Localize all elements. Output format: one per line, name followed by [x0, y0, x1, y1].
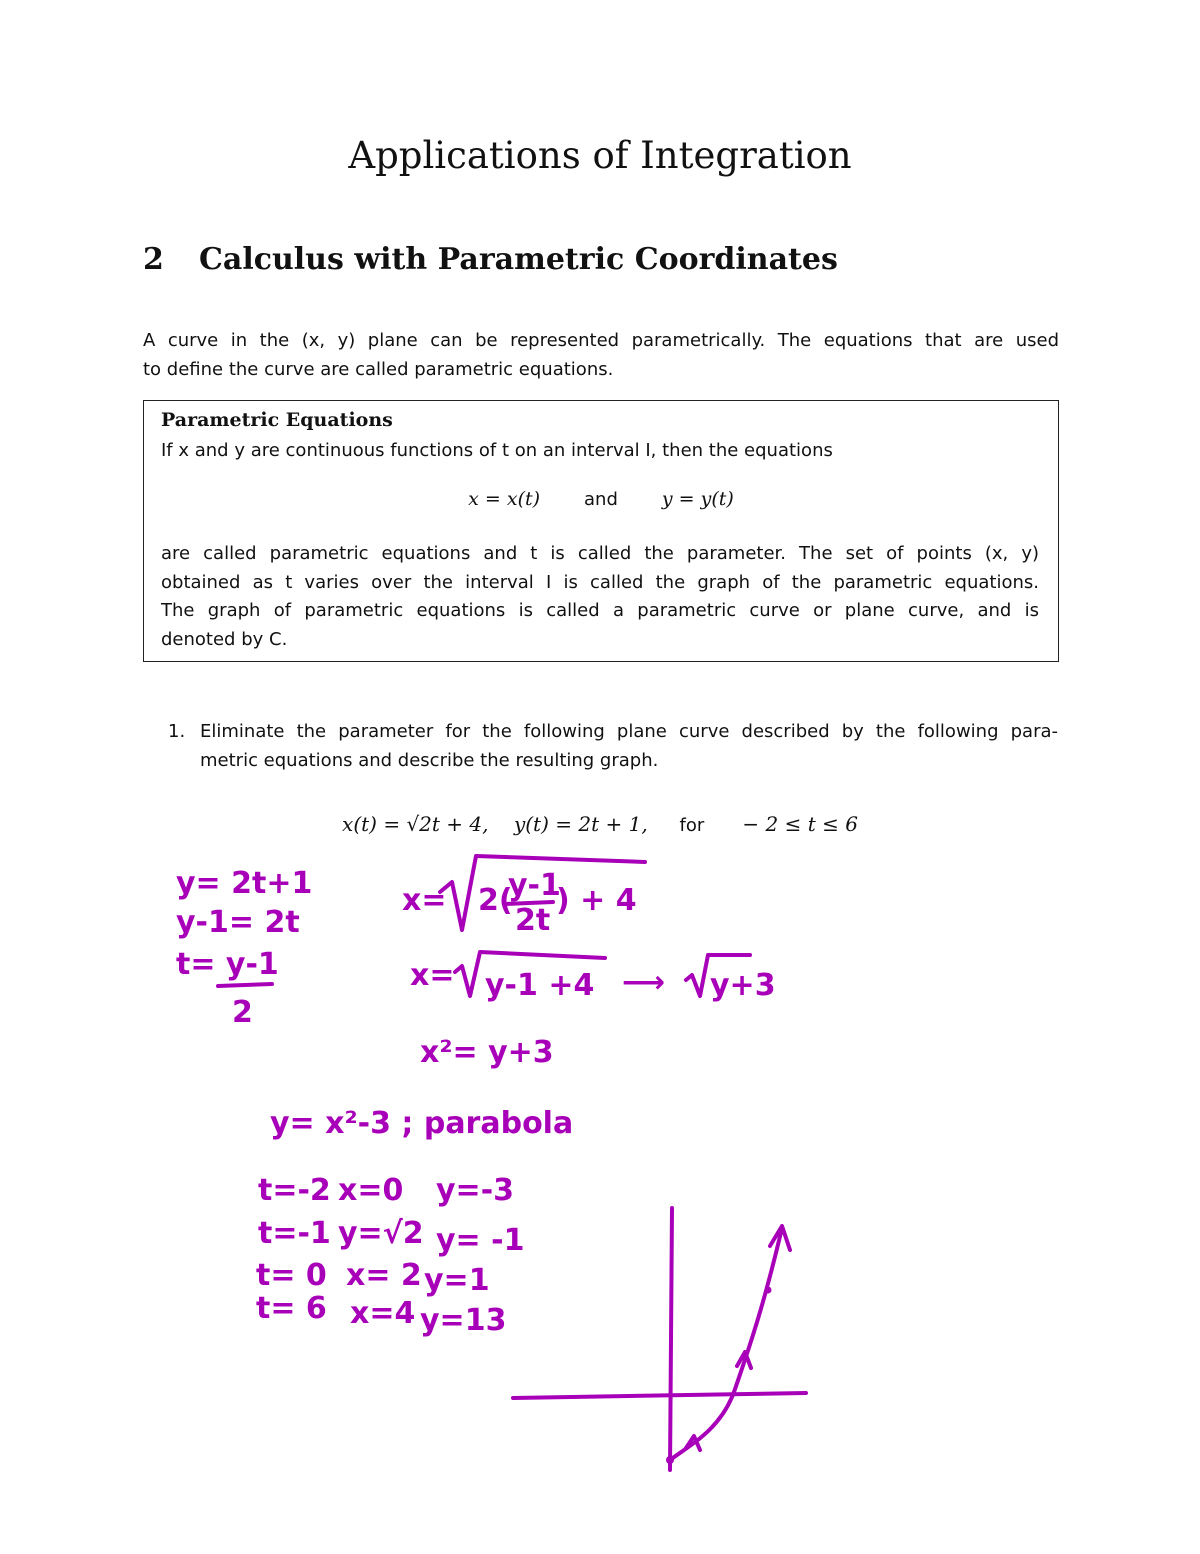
- definition-title: Parametric Equations: [161, 409, 393, 431]
- hw-table-y: y=13: [420, 1303, 507, 1338]
- equation-x-of-t: x(t) = √2t + 4,: [342, 812, 489, 836]
- exercise-number: 1.: [168, 721, 186, 742]
- hw-substitution-result: y+3: [710, 968, 776, 1003]
- hw-substitution-prefix: x=: [402, 883, 447, 918]
- hw-step: y-1= 2t: [176, 905, 300, 940]
- equation-for: for: [679, 815, 705, 836]
- equation-y: y = y(t): [661, 488, 734, 510]
- hw-table-x: y=√2: [338, 1216, 424, 1251]
- definition-intro: If x and y are continuous functions of t on an interval I, then the equations: [161, 440, 833, 461]
- hw-substitution-prefix: x=: [410, 958, 455, 993]
- hw-table-t: t=-2: [258, 1173, 331, 1208]
- section-title: Calculus with Parametric Coordinates: [199, 242, 838, 277]
- hw-fraction-den: 2t: [515, 903, 551, 938]
- hw-table-y: y= -1: [436, 1223, 525, 1258]
- hw-table-y: y=-3: [436, 1173, 515, 1208]
- hw-table-t: t= 6: [256, 1291, 327, 1326]
- hw-squared: x²= y+3: [420, 1035, 554, 1070]
- intro-line: A curve in the (x, y) plane can be represented parametrically. The equations that are used: [143, 330, 1059, 351]
- intro-line: to define the curve are called parametric equations.: [143, 358, 614, 380]
- hw-table-x: x=4: [350, 1296, 416, 1331]
- section-number: 2: [143, 242, 164, 277]
- hw-fraction-num: y-1: [508, 868, 561, 903]
- hw-point: [765, 1287, 772, 1294]
- hw-table-x: x=0: [338, 1173, 404, 1208]
- hw-x-axis: [513, 1393, 806, 1398]
- hw-substitution-part: 2(: [478, 883, 513, 918]
- equation-range: − 2 ≤ t ≤ 6: [742, 812, 858, 836]
- page-title: Applications of Integration: [348, 134, 852, 177]
- definition-line: obtained as t varies over the interval I is called the graph of the parametric equations.: [161, 571, 1039, 593]
- equation-y-of-t: y(t) = 2t + 1,: [513, 812, 648, 836]
- equation-joiner: and: [584, 489, 618, 510]
- hw-substitution-part: ) + 4: [556, 883, 637, 918]
- hw-arrow: ⟶: [622, 965, 666, 1000]
- hw-table-y: y=1: [424, 1263, 490, 1298]
- hw-step: y= 2t+1: [176, 866, 313, 901]
- hw-step: 2: [232, 995, 253, 1030]
- definition-line: are called parametric equations and t is called the parameter. The set of points (x, y): [161, 543, 1039, 564]
- exercise-line: metric equations and describe the resulting graph.: [200, 749, 659, 771]
- hw-fraction-bar: [218, 984, 272, 986]
- definition-line: The graph of parametric equations is called a parametric curve or plane curve, and is: [161, 600, 1039, 621]
- hw-y-axis: [670, 1208, 672, 1470]
- hw-step: t= y-1: [176, 947, 279, 982]
- hw-start-point: [666, 1456, 674, 1464]
- definition-line: denoted by C.: [161, 628, 288, 650]
- hw-table-t: t= 0: [256, 1258, 327, 1293]
- hw-result: y= x²-3 ; parabola: [270, 1106, 574, 1141]
- hw-table-x: x= 2: [346, 1258, 422, 1293]
- hw-substitution-inner: y-1 +4: [485, 968, 595, 1003]
- equation-x: x = x(t): [468, 488, 541, 510]
- exercise-line: Eliminate the parameter for the following plane curve described by the following para-: [200, 721, 1058, 742]
- hw-parabola-curve: [670, 1228, 782, 1460]
- hw-table-t: t=-1: [258, 1216, 331, 1251]
